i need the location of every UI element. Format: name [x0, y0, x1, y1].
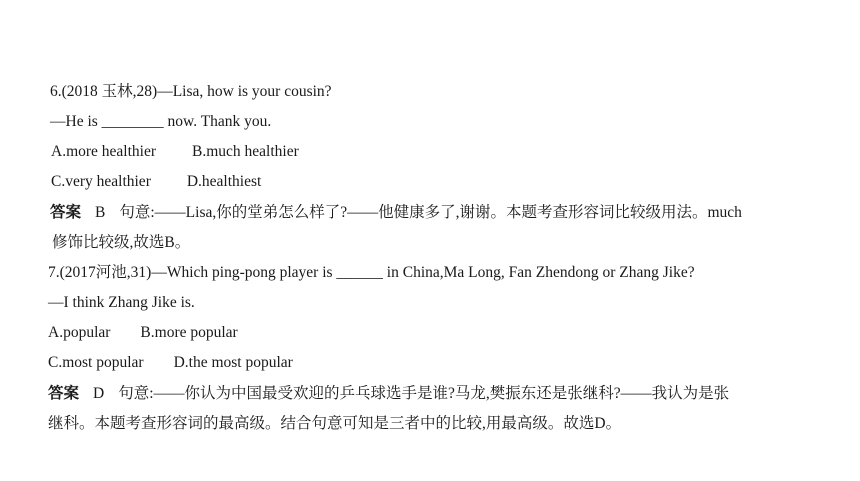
q6-explanation-1: 句意:——Lisa,你的堂弟怎么样了?——他健康多了,谢谢。本题考查形容词比较级用法。much [119, 204, 742, 221]
q6-options-row-1 [51, 142, 299, 162]
q6-option-b: B.much healthier [192, 143, 299, 160]
q7-question: 7.(2017河池,31)—Which ping-pong player is ______ in China,Ma Long, Fan Zhendong or Zhang Jike? [48, 264, 695, 281]
q7-answer-label: 答案 [48, 385, 80, 402]
q6-options-row-2 [51, 172, 261, 192]
q7-option-a: A.popular [48, 324, 111, 341]
q7-options-row-1 [48, 323, 238, 343]
q6-question: 6.(2018 玉林,28)—Lisa, how is your cousin? [50, 83, 332, 100]
q7-answer: D [93, 385, 105, 402]
q6-answer-label: 答案 [50, 204, 82, 221]
q6-option-a: A.more healthier [51, 143, 157, 160]
q7-reply: —I think Zhang Jike is. [48, 294, 195, 311]
q7-option-b: B.more popular [140, 324, 238, 341]
q7-options-row-2 [48, 353, 293, 373]
q7-option-c: C.most popular [48, 354, 144, 371]
q7-option-d: D.the most popular [173, 354, 293, 371]
q6-option-c: C.very healthier [51, 173, 151, 190]
q6-reply: —He is ________ now. Thank you. [50, 113, 272, 130]
q6-explanation-2: 修饰比较级,故选B。 [52, 234, 191, 251]
q6-answer-line [50, 203, 742, 223]
q7-explanation-2: 继科。本题考查形容词的最高级。结合句意可知是三者中的比较,用最高级。故选D。 [48, 415, 622, 432]
q7-answer-line [48, 384, 729, 404]
q7-explanation-1: 句意:——你认为中国最受欢迎的乒乓球选手是谁?马龙,樊振东还是张继科?——我认为是张 [118, 385, 730, 402]
q6-option-d: D.healthiest [186, 173, 262, 190]
q6-answer: B [95, 204, 106, 221]
